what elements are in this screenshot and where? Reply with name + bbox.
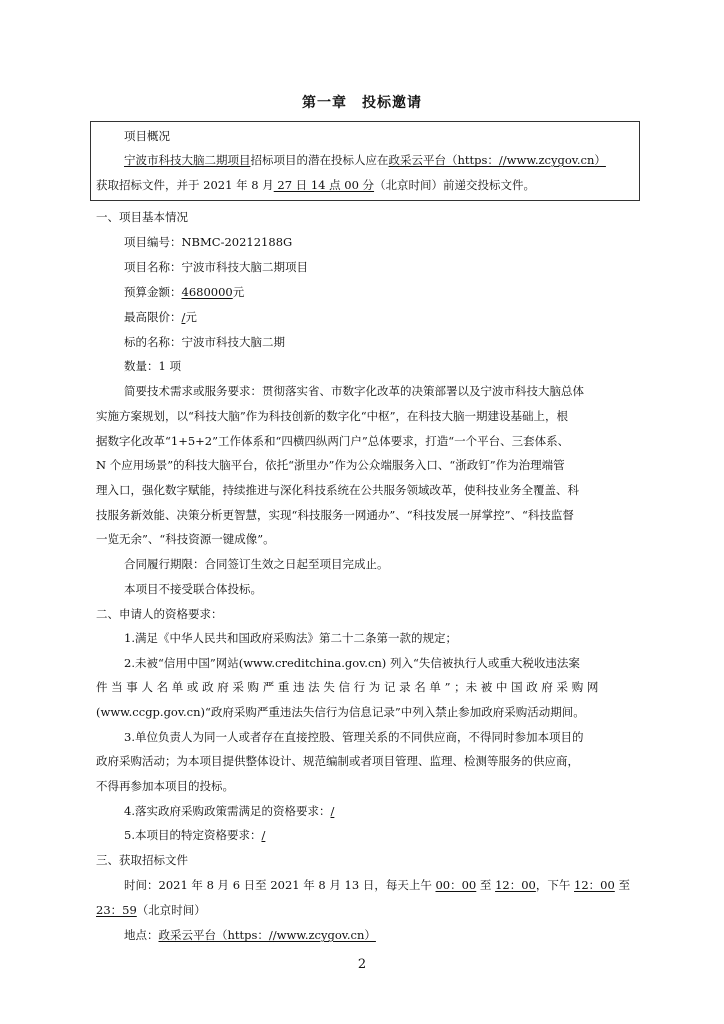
item4-value: / (330, 804, 335, 818)
budget-value: 4680000 (181, 285, 233, 299)
consortium-note: 本项目不接受联合体投标。 (124, 582, 262, 596)
time-prefix: 时间：2021 年 8 月 6 日至 2021 年 8 月 13 日，每天上午 (124, 878, 436, 892)
acquisition-time-end (96, 905, 206, 917)
item5-label: 5.本项目的特定资格要求： (124, 828, 262, 842)
budget-unit: 元 (232, 285, 245, 299)
qualification-item-5 (124, 830, 265, 842)
place-link[interactable]: 政采云平台（https：//www.zcygov.cn） (158, 928, 376, 942)
overview-heading: 项目概况 (124, 129, 170, 143)
requirements-line: 实施方案规划，以“科技大脑”作为科技创新的数字化“中枢”，在科技大脑一期建设基础上，根 (96, 409, 569, 423)
time-pm-start: 12：00 (574, 878, 615, 892)
lot-name: 标的名称：宁波市科技大脑二期 (124, 335, 285, 349)
time-zone: （北京时间） (136, 903, 206, 917)
overview-project-name: 宁波市科技大脑二期项目 (124, 153, 251, 167)
time-am-start: 00：00 (435, 878, 477, 892)
qualification-item-3: 不得再参加本项目的投标。 (96, 779, 234, 793)
section3-heading: 三、获取招标文件 (96, 853, 188, 867)
qualification-item-1: 1.满足《中华人民共和国政府采购法》第二十二条第一款的规定； (124, 631, 457, 645)
requirements-line: 一览无余”、“科技资源一键成像”。 (96, 532, 275, 546)
requirements-line: 据数字化改革“1+5+2”工作体系和“四横四纵两门户”总体要求，打造“一个平台、三套体系、 (96, 434, 570, 448)
max-price-unit: 元 (185, 310, 197, 324)
qualification-item-3: 政府采购活动；为本项目提供整体设计、规范编制或者项目管理、监理、检测等服务的供应商， (96, 754, 579, 768)
section2-heading: 二、申请人的资格要求： (96, 607, 223, 621)
item4-label: 4.落实政府采购政策需满足的资格要求： (124, 804, 331, 818)
qualification-item-2: 2.未被“信用中国”网站(www.creditchina.gov.cn) 列入“失信被执行人或重大税收违法案 (124, 656, 580, 670)
max-price-label: 最高限价： (124, 310, 182, 324)
overview-deadline-suffix: （北京时间）前递交投标文件。 (374, 178, 536, 192)
max-price (124, 312, 197, 324)
time-to: 至 (614, 878, 630, 892)
acquisition-time (124, 880, 630, 892)
requirements-line: 简要技术需求或服务要求：贯彻落实省、市数字化改革的决策部署以及宁波市科技大脑总体 (124, 384, 584, 398)
overview-line1 (124, 155, 606, 167)
project-number: 项目编号：NBMC-20212188G (124, 235, 293, 249)
acquisition-place (124, 930, 376, 942)
page-number: 2 (357, 957, 367, 972)
max-price-value: / (181, 310, 186, 324)
budget-amount (124, 287, 244, 299)
budget-label: 预算金额： (124, 285, 182, 299)
overview-line2 (96, 180, 535, 192)
qualification-item-4 (124, 806, 334, 818)
overview-deadline-date: 27 日 14 点 00 分 (273, 178, 375, 192)
overview-platform-link[interactable]: 政采云平台（https：//www.zcygov.cn） (388, 153, 606, 167)
requirements-line: N 个应用场景”的科技大脑平台，依托“浙里办”作为公众端服务入口、“浙政钉”作为治理端管 (96, 458, 565, 472)
chapter-title: 第一章 投标邀请 (302, 95, 422, 111)
qualification-item-3: 3.单位负责人为同一人或者存在直接控股、管理关系的不同供应商，不得同时参加本项目的 (124, 730, 584, 744)
time-to: 至 (476, 878, 496, 892)
overview-text: 招标项目的潜在投标人应在 (250, 153, 389, 167)
requirements-line: 技服务新效能、决策分析更智慧，实现“科技服务一网通办”、“科技发展一屏掌控”、“科技监督 (96, 508, 574, 522)
quantity: 数量：1 项 (124, 359, 181, 373)
time-am-end: 12：00 (495, 878, 536, 892)
section1-heading: 一、项目基本情况 (96, 210, 188, 224)
place-label: 地点： (124, 928, 159, 942)
item5-value: / (261, 828, 266, 842)
requirements-line: 理入口，强化数字赋能，持续推进与深化科技系统在公共服务领域改革，使科技业务全覆盖、科 (96, 483, 579, 497)
overview-deadline-prefix: 获取招标文件，并于 2021 年 8 月 (96, 178, 274, 192)
time-pm-end: 23：59 (96, 903, 137, 917)
qualification-item-2: (www.ccgp.gov.cn)“政府采购严重违法失信行为信息记录”中列入禁止参加政府采购活动期间。 (96, 705, 585, 719)
contract-period: 合同履行期限：合同签订生效之日起至项目完成止。 (124, 557, 389, 571)
time-pm-prefix: ，下午 (535, 878, 575, 892)
project-name: 项目名称：宁波市科技大脑二期项目 (124, 260, 308, 274)
qualification-item-2: 件 当 事 人 名 单 或 政 府 采 购 严 重 违 法 失 信 行 为 记 录 名 单 ” ；未 被 中 国 政 府 采 购 网 (96, 680, 599, 694)
